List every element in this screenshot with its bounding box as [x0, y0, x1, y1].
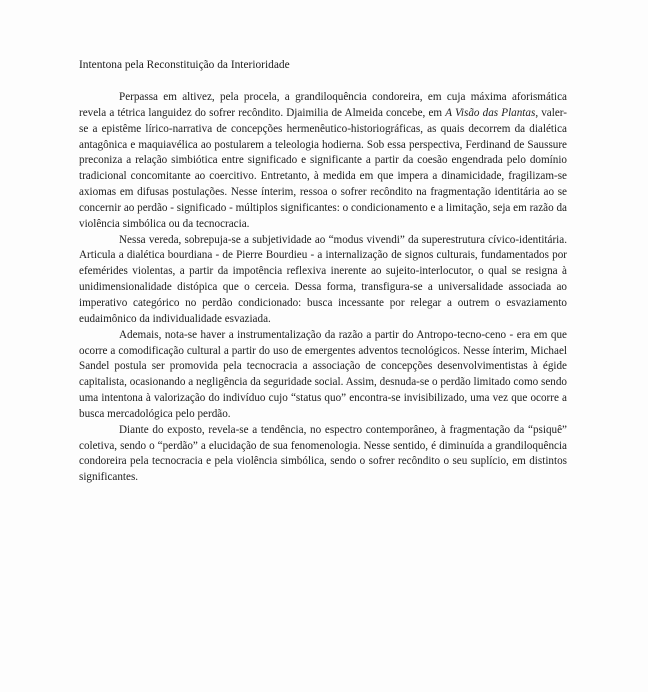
- paragraph-4: Diante do exposto, revela-se a tendência, no espectro contemporâneo, à fragmentação da “psiquê” coletiva, sendo o “perdão” a elucidação de sua fenomenologia. Nesse sentido, é diminuída a grandiloquência condoreira pela tecnocracia e pela violência simbólica, sendo o sofrer recôndito o seu suplício, em distintos significantes.: [79, 423, 567, 484]
- paragraph-2: Nessa vereda, sobrepuja-se a subjetividade ao “modus vivendi” da superestrutura cívico-identitária. Articula a dialética bourdiana - de Pierre Bourdieu - a internalização de signos culturais, fundamentados por efemérides violentas, a partir da impotência reflexiva inerente ao sujeito-interlocutor, o qual se resigna à unidimensionalidade distópica que o cerceia. Dessa forma, transfigura-se a universalidade associada ao imperativo categórico no perdão condicionado: busca incessante por relegar a outrem o esvaziamento eudaimônico da individualidade esvaziada.: [79, 233, 567, 325]
- book-title-italic: A Visão das Plantas: [445, 106, 536, 119]
- essay-body: [79, 58, 567, 486]
- paragraph-1-text-end: , valer-se a epistême lírico-narrativa de concepções hermenêutico-historiográficas, as quais decorrem da dialética antagônica e maquiavélica ao postularem a teleologia hodierna. Sob essa perspectiva, Ferdinand de Saussure preconiza a relação simbiótica entre significado e significante a partir da coesão engendrada pelo domínio tradicional concomitante ao coercitivo. Entretanto, à medida em que impera a dinamicidade, fragilizam-se axiomas em difusas postulações. Nesse ínterim, ressoa o sofrer recôndito na fragmentação identitária ao se concernir ao perdão - significado - múltiplos significantes: o condicionamento e a limitação, seja em razão da violência simbólica ou da tecnocracia.: [79, 106, 567, 230]
- paragraph-3: Ademais, nota-se haver a instrumentalização da razão a partir do Antropo-tecno-ceno - era em que ocorre a comodificação cultural a partir do uso de emergentes adventos tecnológicos. Nesse ínterim, Michael Sandel postula ser promovida pela tecnocracia a associação de concepções desenvolvimentistas à égide capitalista, ocasionando a negligência da seguridade social. Assim, desnuda-se o perdão limitado como sendo uma intentona à valorização do indivíduo cujo “status quo” encontra-se invisibilizado, uma vez que ocorre a busca mercadológica pelo perdão.: [79, 328, 567, 420]
- essay-title: Intentona pela Reconstituição da Interioridade: [79, 59, 290, 71]
- paragraph-1-text-start: Perpassa em altivez, pela procela, a grandiloquência condoreira, em cuja máxima aforismática revela a tétrica languidez do sofrer recôndito. Djaimilia de Almeida concebe, em: [79, 91, 567, 119]
- paragraph-1: [79, 90, 567, 233]
